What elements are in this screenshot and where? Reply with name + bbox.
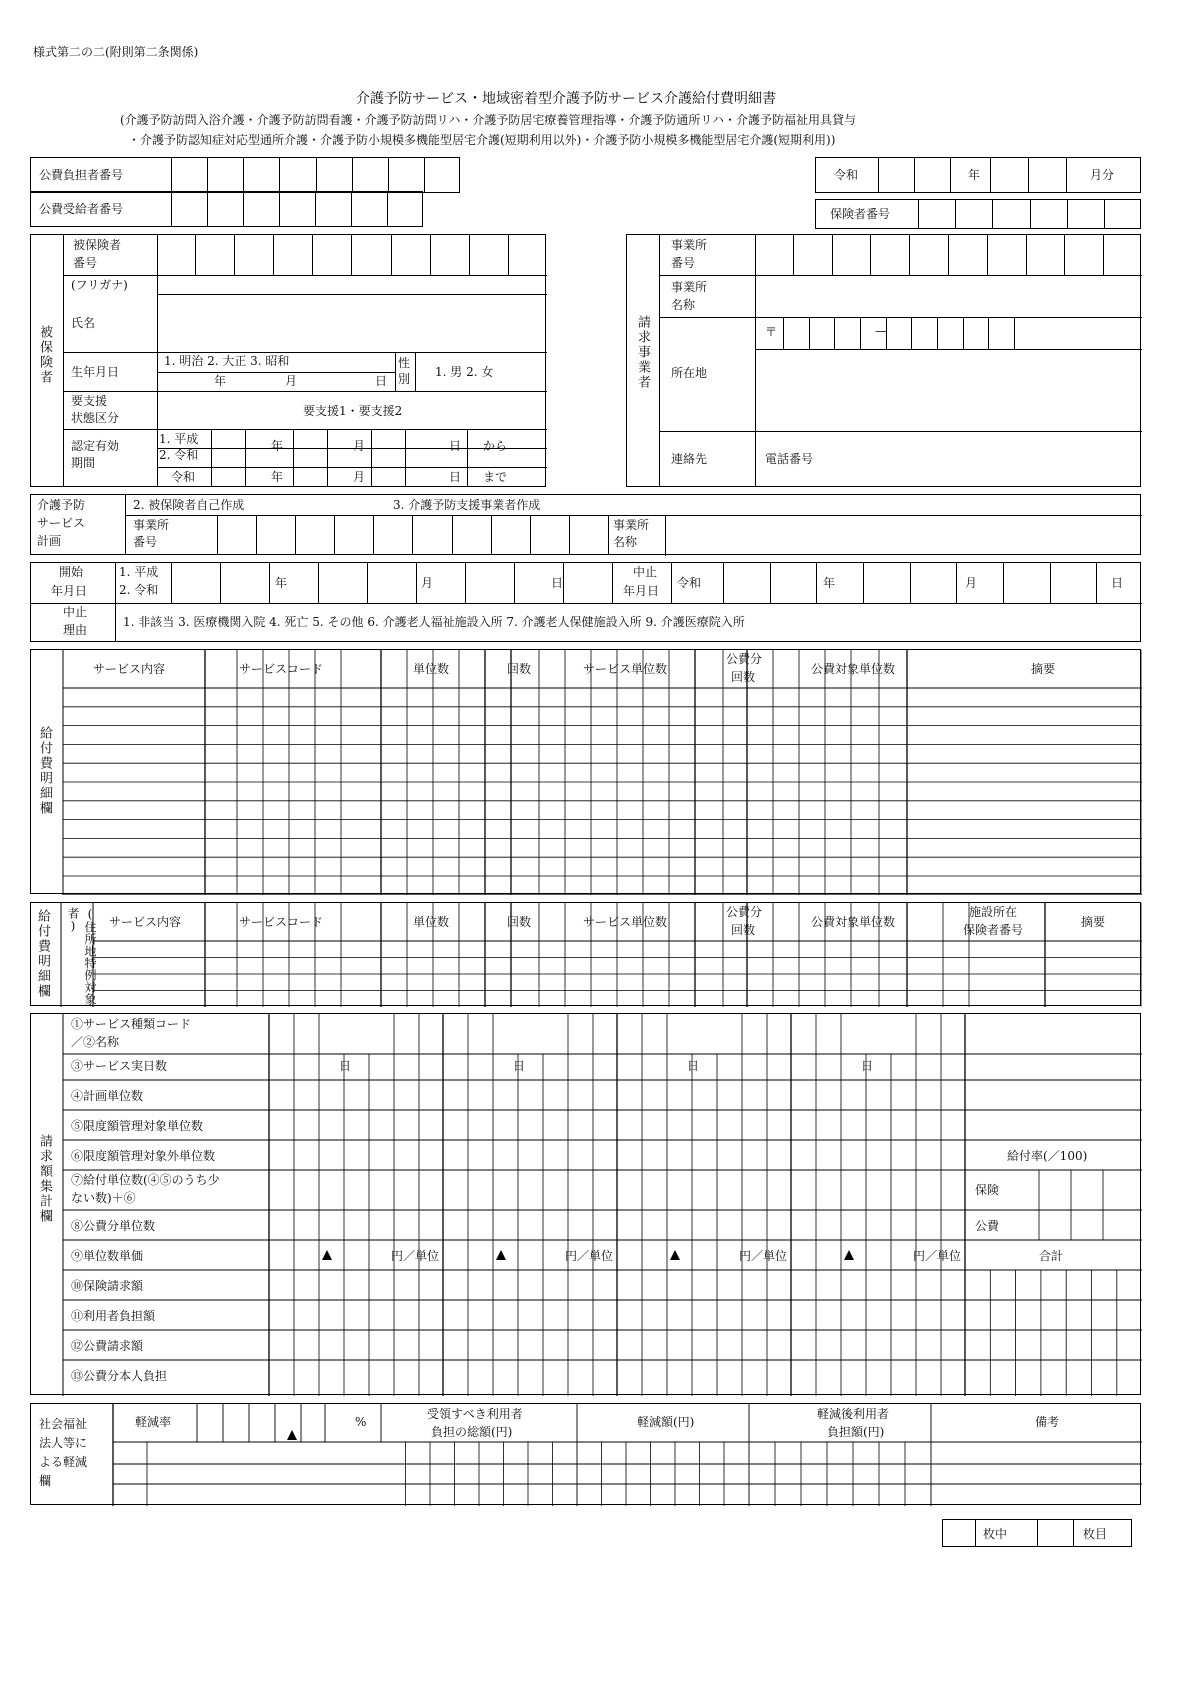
cert-end-year: 年	[271, 470, 284, 484]
cert-heisei: 1. 平成	[159, 432, 199, 446]
plan-provider-number-label: 事業所	[133, 518, 170, 532]
contact-label: 連絡先	[671, 452, 708, 466]
row-nonlimit-units: ⑥限度額管理対象外単位数	[71, 1149, 216, 1163]
special-detail-sublabel: (住所地特例対象者)	[66, 907, 97, 1005]
plan-provider-number-cells[interactable]	[217, 515, 609, 554]
public-recipient-box	[30, 191, 423, 227]
service-month-box[interactable]	[815, 157, 1141, 193]
plan-label-2: サービス	[37, 516, 86, 530]
furigana-field[interactable]	[159, 277, 545, 294]
special-col-public-units: 公費対象単位数	[811, 915, 896, 929]
welfare-reduction-section	[30, 1403, 1141, 1505]
special-detail-label: 給付費明細欄	[35, 909, 50, 999]
special-col-units: 単位数	[413, 915, 450, 929]
form-subtitle-1: (介護予防訪問入浴介護・介護予防訪問看護・介護予防訪問リハ・介護予防居宅療養管理指導・介護予防通所リハ・介護予防福祉用具貸与	[120, 113, 856, 127]
welfare-label-3: よる軽減	[39, 1455, 88, 1469]
address-field[interactable]	[757, 351, 1140, 429]
public-payer-box	[30, 157, 460, 193]
col-after-burden: 軽減後利用者	[817, 1407, 890, 1421]
yen-per-unit-3: 円／単位	[739, 1249, 788, 1263]
public-payer-cells[interactable]	[171, 158, 460, 192]
special-col-times: 回数	[507, 915, 532, 929]
benefit-detail-grid[interactable]	[31, 650, 1142, 895]
row-service-days: ③サービス実日数	[71, 1059, 168, 1073]
birth-era-options[interactable]: 1. 明治 2. 大正 3. 昭和	[164, 354, 290, 368]
care-level-label: 要支援	[71, 394, 108, 408]
sex-label-2: 別	[398, 372, 411, 386]
welfare-label: 社会福祉	[39, 1417, 88, 1431]
row-public-self-burden: ⑬公費分本人負担	[71, 1369, 168, 1383]
sex-options[interactable]: 1. 男 2. 女	[435, 365, 494, 379]
provider-name-field[interactable]	[757, 277, 1140, 315]
row-unit-price: ⑨単位数単価	[71, 1249, 144, 1263]
plan-label-3: 計画	[37, 534, 62, 548]
plan-provider-name-label-2: 名称	[613, 535, 638, 549]
stop-date-label: 中止	[633, 565, 658, 579]
decimal-marker	[670, 1250, 680, 1260]
col-total-burden-2: 負担の総額(円)	[431, 1425, 513, 1439]
col-units: 単位数	[413, 662, 450, 676]
benefit-rate-insurance: 保険	[975, 1183, 1000, 1197]
welfare-grid[interactable]	[31, 1404, 1142, 1506]
postal-mark: 〒	[765, 325, 778, 339]
percent-sign: %	[355, 1415, 367, 1429]
col-service-units: サービス単位数	[583, 662, 668, 676]
cert-end-month: 月	[353, 470, 366, 484]
start-date-cells[interactable]	[171, 563, 613, 603]
stop-reason-label-2: 理由	[63, 623, 88, 637]
stop-date-cells[interactable]	[723, 563, 1143, 603]
furigana-label: (フリガナ)	[71, 278, 128, 292]
benefit-rate-public: 公費	[975, 1219, 1000, 1233]
row-limit-units: ⑤限度額管理対象単位数	[71, 1119, 204, 1133]
special-col-service: サービス内容	[109, 915, 182, 929]
insurer-number-label: 保険者番号	[830, 207, 891, 221]
special-col-facility: 施設所在	[969, 905, 1018, 919]
provider-number-label: 事業所	[671, 238, 708, 252]
start-day: 日	[551, 576, 564, 590]
stop-year: 年	[823, 576, 836, 590]
address-label: 所在地	[671, 366, 708, 380]
birthdate-label: 生年月日	[71, 365, 120, 379]
plan-section	[30, 494, 1141, 555]
special-col-public-times: 公費分	[726, 905, 763, 919]
yen-per-unit-1: 円／単位	[391, 1249, 440, 1263]
plan-option-provider[interactable]: 3. 介護予防支援事業者作成	[393, 498, 541, 512]
total-label: 合計	[1039, 1249, 1064, 1263]
row-public-units: ⑧公費分単位数	[71, 1219, 156, 1233]
row-service-type-2: ／②名称	[71, 1035, 120, 1049]
insurer-number-cells[interactable]	[918, 200, 1141, 228]
cert-period-label-2: 期間	[71, 456, 96, 470]
col-public-times: 公費分	[726, 652, 763, 666]
care-level-label-2: 状態区分	[71, 411, 120, 425]
special-col-facility-2: 保険者番号	[963, 923, 1024, 937]
special-detail-section	[30, 902, 1141, 1006]
col-remarks: 備考	[1035, 1415, 1060, 1429]
days-unit-2: 日	[513, 1059, 526, 1073]
start-month: 月	[421, 576, 434, 590]
page-count-box	[942, 1519, 1132, 1547]
cert-end-day: 日	[449, 470, 462, 484]
postal-code-cells[interactable]	[783, 317, 1015, 349]
days-unit-3: 日	[687, 1059, 700, 1073]
benefit-detail-label: 給付費明細欄	[37, 726, 52, 816]
col-service: サービス内容	[93, 662, 166, 676]
public-payer-label: 公費負担者番号	[39, 168, 124, 182]
reduction-rate-label: 軽減率	[135, 1415, 172, 1429]
special-col-summary: 摘要	[1081, 915, 1106, 929]
yen-per-unit-2: 円／単位	[565, 1249, 614, 1263]
cert-reiwa-opt: 2. 令和	[159, 448, 199, 462]
start-date-label-2: 年月日	[51, 584, 88, 598]
stop-reason-label: 中止	[63, 605, 88, 619]
provider-section	[626, 234, 1141, 487]
provider-section-label: 請求事業者	[635, 315, 650, 390]
cert-from: から	[483, 439, 508, 453]
provider-name-label: 事業所	[671, 280, 708, 294]
start-date-label: 開始	[59, 565, 84, 579]
totals-section	[30, 1013, 1141, 1395]
decimal-marker	[496, 1250, 506, 1260]
totals-grid[interactable]	[31, 1014, 1142, 1396]
cert-start-month: 月	[353, 439, 366, 453]
welfare-label-4: 欄	[39, 1474, 52, 1488]
insured-section-label: 被保険者	[37, 325, 52, 385]
year-label: 年	[968, 168, 981, 182]
cert-end-era: 令和	[171, 470, 196, 484]
plan-provider-name-label: 事業所	[613, 518, 650, 532]
birth-year: 年	[214, 374, 227, 388]
benefit-detail-section	[30, 649, 1141, 894]
insured-number-label: 被保険者	[73, 238, 122, 252]
name-label: 氏名	[71, 316, 96, 330]
provider-name-label-2: 名称	[671, 298, 696, 312]
birth-month: 月	[285, 374, 298, 388]
special-col-code: サービスコード	[239, 915, 324, 929]
decimal-marker	[844, 1250, 854, 1260]
plan-label: 介護予防	[37, 498, 86, 512]
start-reiwa: 2. 令和	[119, 583, 159, 597]
col-public-units: 公費対象単位数	[811, 662, 896, 676]
col-code: サービスコード	[239, 662, 324, 676]
row-insurance-claim: ⑩保険請求額	[71, 1279, 144, 1293]
month-label: 月分	[1090, 168, 1115, 182]
public-recipient-cells[interactable]	[171, 192, 423, 226]
start-year: 年	[275, 576, 288, 590]
decimal-marker	[287, 1430, 297, 1440]
birth-day: 日	[375, 374, 388, 388]
col-public-times-2: 回数	[731, 670, 756, 684]
totals-section-label: 請求額集計欄	[37, 1134, 52, 1224]
col-times: 回数	[507, 662, 532, 676]
plan-provider-number-label-2: 番号	[133, 535, 158, 549]
col-after-burden-2: 負担額(円)	[827, 1425, 885, 1439]
insured-number-cells[interactable]	[157, 235, 547, 275]
days-unit-4: 日	[861, 1059, 874, 1073]
col-summary: 摘要	[1031, 662, 1056, 676]
days-unit-1: 日	[339, 1059, 352, 1073]
form-title: 介護予防サービス・地域密着型介護予防サービス介護給付費明細書	[356, 91, 776, 107]
stop-era: 令和	[677, 576, 702, 590]
row-service-type: ①サービス種類コード	[71, 1017, 192, 1031]
plan-option-self[interactable]: 2. 被保険者自己作成	[133, 498, 245, 512]
sex-label: 性	[398, 356, 411, 370]
name-field[interactable]	[159, 296, 545, 351]
insurer-number-box	[815, 199, 1141, 229]
public-recipient-label: 公費受給者番号	[39, 202, 124, 216]
care-level-value[interactable]: 要支援1・要支援2	[303, 404, 403, 418]
phone-label: 電話番号	[765, 452, 814, 466]
welfare-label-2: 法人等に	[39, 1436, 88, 1450]
postal-dash: —	[875, 324, 887, 338]
row-public-claim: ⑫公費請求額	[71, 1339, 144, 1353]
col-total-burden: 受領すべき利用者	[427, 1407, 523, 1421]
special-col-service-units: サービス単位数	[583, 915, 668, 929]
row-user-burden: ⑪利用者負担額	[71, 1309, 156, 1323]
row-benefit-units: ⑦給付単位数(④⑤のうち少	[71, 1173, 220, 1187]
page-number-label: 枚目	[1083, 1527, 1108, 1541]
era-label: 令和	[834, 168, 859, 182]
form-subtitle-2: ・介護予防認知症対応型通所介護・介護予防小規模多機能型居宅介護(短期利用以外)・介護予防小規模多機能型居宅介護(短期利用))	[128, 133, 836, 147]
stop-month: 月	[965, 576, 978, 590]
page-of-label: 枚中	[983, 1527, 1008, 1541]
cert-start-year: 年	[271, 439, 284, 453]
insured-number-label-2: 番号	[73, 256, 98, 270]
insured-section	[30, 234, 546, 487]
stop-day: 日	[1111, 576, 1124, 590]
cert-until: まで	[483, 470, 508, 484]
row-benefit-units-2: ない数)＋⑥	[71, 1191, 136, 1205]
benefit-rate-label: 給付率(／100)	[1007, 1149, 1088, 1163]
row-plan-units: ④計画単位数	[71, 1089, 144, 1103]
col-reduction: 軽減額(円)	[637, 1415, 695, 1429]
stop-reason-options[interactable]: 1. 非該当 3. 医療機関入院 4. 死亡 5. その他 6. 介護老人福祉施設入所 7. 介護老人保健施設入所 9. 介護医療院入所	[123, 615, 745, 629]
cert-period-label: 認定有効	[71, 439, 120, 453]
form-id: 様式第二の二(附則第二条関係)	[33, 45, 199, 59]
yen-per-unit-4: 円／単位	[913, 1249, 962, 1263]
special-col-public-times-2: 回数	[731, 923, 756, 937]
provider-number-cells[interactable]	[755, 235, 1142, 275]
cert-start-day: 日	[449, 439, 462, 453]
start-heisei: 1. 平成	[119, 565, 159, 579]
provider-number-label-2: 番号	[671, 256, 696, 270]
stop-date-label-2: 年月日	[623, 584, 660, 598]
dates-section	[30, 562, 1141, 642]
decimal-marker	[322, 1250, 332, 1260]
